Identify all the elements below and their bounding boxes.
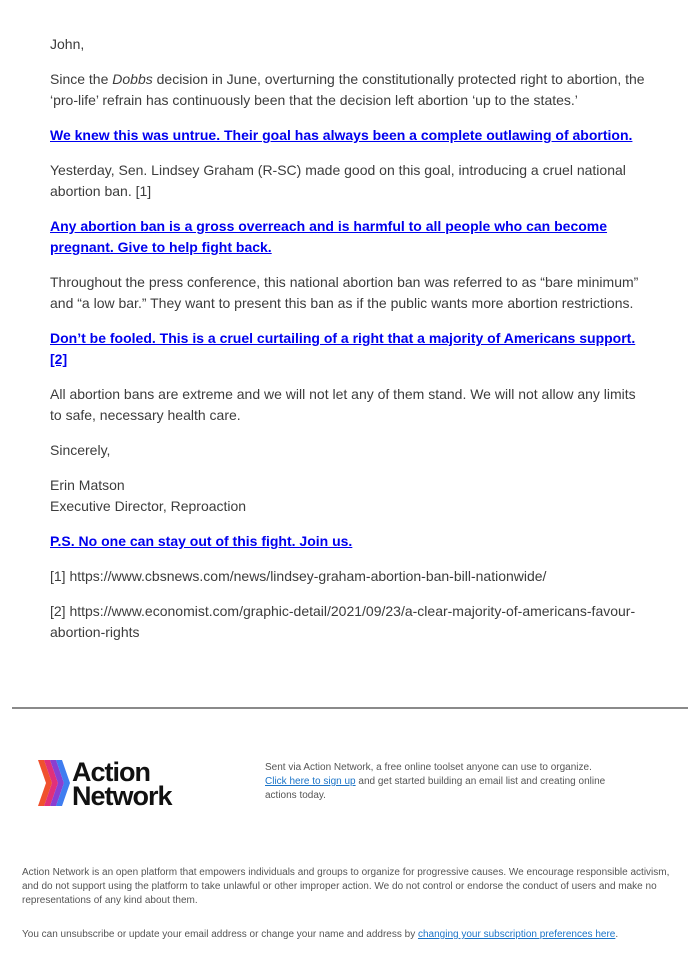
reference-2: [2] https://www.economist.com/graphic-detail/2021/09/23/a-clear-majority-of-americans-favour-abortion-rights <box>50 603 636 640</box>
signature <box>50 475 650 517</box>
legal-disclaimer: Action Network is an open platform that empowers individuals and groups to organize for progressive causes. We encourage responsible activism, and do not support using the platform to take unlawful or other improper action. We do not control or endorse the conduct of users and make no representations of any kind about them. <box>22 867 670 906</box>
dobbs-emphasis: Dobbs <box>112 71 153 87</box>
action-network-logo[interactable] <box>38 758 248 810</box>
email-body <box>50 34 650 657</box>
link-paragraph-2 <box>50 216 650 258</box>
paragraph-press-conference: Throughout the press conference, this national abortion ban was referred to as “bare minimum” and “a low bar.” They want to present this ban as if the public wants more abortion restrictions. <box>50 274 639 311</box>
logo-chevrons-icon <box>38 758 72 808</box>
logo-wordmark: Action Network <box>72 757 172 811</box>
signer-name: Erin Matson <box>50 477 125 493</box>
ps-join-link[interactable]: P.S. No one can stay out of this fight. Join us. <box>50 533 353 549</box>
link-paragraph-1 <box>50 125 650 146</box>
paragraph-dobbs: Since the Dobbs decision in June, overturning the constitutionally protected right to abortion, the ‘pro-life’ refrain has continuously been that the decision left abortion ‘up to the states.’ <box>50 71 645 108</box>
footer-divider <box>12 707 688 709</box>
unsubscribe-note: You can unsubscribe or update your email address or change your name and address by changing your subscription preferences here. <box>22 929 619 940</box>
greeting: John, <box>50 36 85 52</box>
cta-link-dont-be-fooled[interactable]: Don’t be fooled. This is a cruel curtailing of a right that a majority of Americans support. [2] <box>50 330 636 367</box>
signer-title: Executive Director, Reproaction <box>50 498 247 514</box>
closing: Sincerely, <box>50 442 111 458</box>
subscription-preferences-link[interactable]: changing your subscription preferences here <box>418 929 616 940</box>
cta-link-untrue[interactable]: We knew this was untrue. Their goal has always been a complete outlawing of abortion. <box>50 127 633 143</box>
cta-link-give[interactable]: Any abortion ban is a gross overreach and is harmful to all people who can become pregnant. Give to help fight back. <box>50 218 608 255</box>
signup-link[interactable]: Click here to sign up <box>265 776 356 787</box>
sent-via-note: Sent via Action Network, a free online toolset anyone can use to organize. Click here to sign up and get started building an email list and creating online actions today. <box>265 762 606 801</box>
paragraph-extreme: All abortion bans are extreme and we will not let any of them stand. We will not allow any limits to safe, necessary health care. <box>50 386 636 423</box>
ps-paragraph <box>50 531 650 552</box>
reference-1: [1] https://www.cbsnews.com/news/lindsey-graham-abortion-ban-bill-nationwide/ <box>50 568 547 584</box>
paragraph-graham: Yesterday, Sen. Lindsey Graham (R-SC) made good on this goal, introducing a cruel national abortion ban. [1] <box>50 162 626 199</box>
link-paragraph-3 <box>50 328 650 370</box>
